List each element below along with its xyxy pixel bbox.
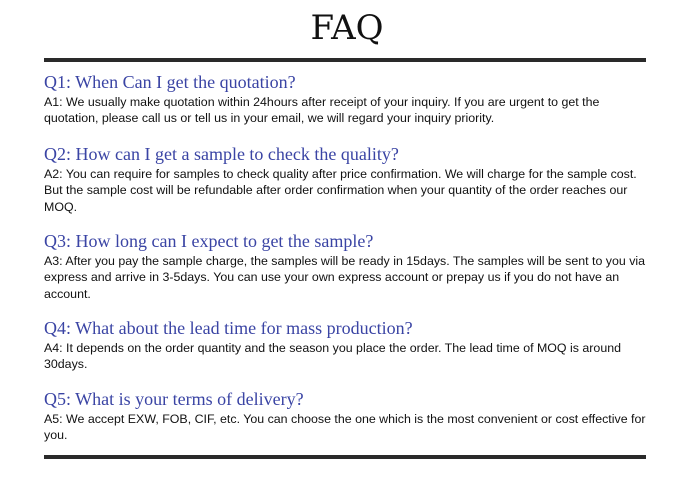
page-title: FAQ: [310, 8, 384, 48]
faq-item-4: [44, 317, 648, 373]
faq-question-4: Q4: What about the lead time for mass production?: [44, 318, 413, 338]
faq-item-1: [44, 71, 648, 127]
faq-question-3: Q3: How long can I expect to get the sample?: [44, 231, 374, 251]
faq-item-2: [44, 143, 648, 215]
faq-answer-5: A5: We accept EXW, FOB, CIF, etc. You can choose the one which is the most convenient or cost effective for you.: [44, 412, 646, 443]
faq-answer-1: A1: We usually make quotation within 24hours after receipt of your inquiry. If you are urgent to get the quotation, please call us or tell us in your email, we will regard your inquiry priority.: [44, 95, 600, 126]
faq-answer-3: A3: After you pay the sample charge, the samples will be ready in 15days. The samples will be sent to you via express and arrive in 3-5days. You can use your own express account or prepay us if you do not have an account.: [44, 254, 646, 301]
faq-answer-2: A2: You can require for samples to check quality after price confirmation. We will charge for the sample cost. But the sample cost will be refundable after order confirmation when your quantity of the order reaches our MOQ.: [44, 167, 637, 214]
faq-item-5: [44, 388, 648, 444]
faq-question-5: Q5: What is your terms of delivery?: [44, 389, 304, 409]
top-divider: [44, 58, 646, 62]
faq-question-2: Q2: How can I get a sample to check the quality?: [44, 144, 399, 164]
bottom-divider: [44, 455, 646, 459]
faq-question-1: Q1: When Can I get the quotation?: [44, 72, 296, 92]
faq-item-3: [44, 230, 648, 302]
faq-answer-4: A4: It depends on the order quantity and the season you place the order. The lead time of MOQ is around 30days.: [44, 341, 621, 372]
